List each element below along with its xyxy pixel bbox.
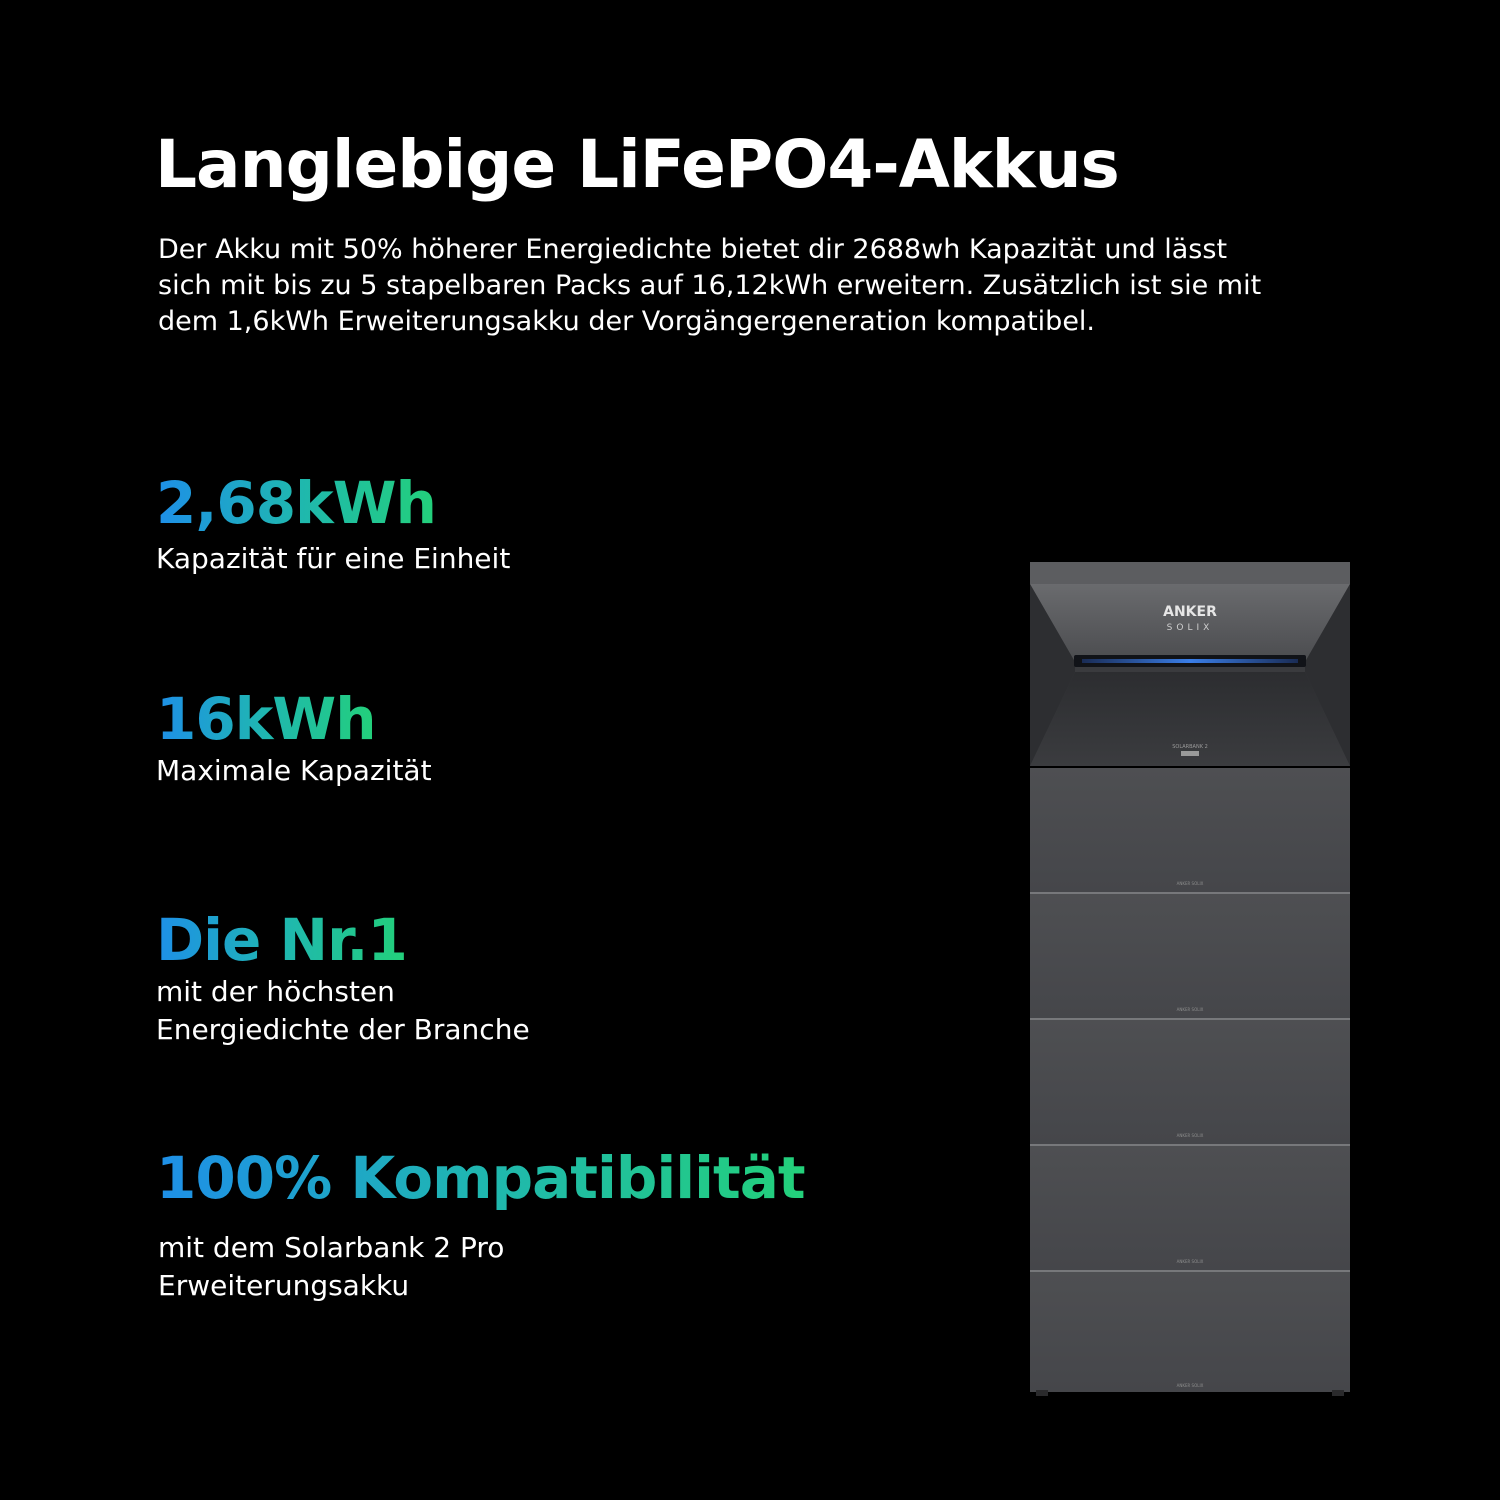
battery-tower-image (1030, 562, 1350, 1396)
battery-module (1030, 1272, 1350, 1392)
intro-paragraph (158, 232, 1358, 340)
stat-description-line: Energiedichte der Branche (156, 1013, 530, 1046)
stat-description (156, 540, 510, 578)
battery-tower-illustration (1030, 562, 1350, 1396)
brand-logo: ANKER (1163, 604, 1217, 620)
battery-module (1030, 894, 1350, 1018)
sub-brand-logo: SOLIX (1166, 623, 1214, 633)
stat-max-capacity (156, 686, 432, 790)
model-label: SOLARBANK 2 (1172, 744, 1208, 750)
stat-capacity-unit (156, 470, 510, 578)
battery-module (1030, 768, 1350, 892)
tower-top-cap (1030, 562, 1350, 584)
battery-module (1030, 1020, 1350, 1144)
stat-value: 16kWh (156, 685, 376, 753)
stat-value: 2,68kWh (156, 469, 436, 537)
module-label: ANKER SOLIX (1176, 881, 1204, 886)
battery-modules (1030, 768, 1350, 1392)
model-badge (1181, 751, 1199, 756)
stat-compatibility (156, 1145, 805, 1305)
stat-description-line: Kapazität für eine Einheit (156, 542, 511, 575)
module-label: ANKER SOLIX (1176, 1133, 1204, 1138)
tower-foot (1332, 1390, 1344, 1396)
stat-number-one (156, 907, 530, 1049)
module-label: ANKER SOLIX (1176, 1007, 1204, 1012)
intro-line: Der Akku mit 50% höherer Energiedichte bietet dir 2688wh Kapazität und lässt (158, 234, 1228, 265)
stat-description (156, 1229, 805, 1305)
intro-line: dem 1,6kWh Erweiterungsakku der Vorgängergeneration kompatibel. (158, 306, 1096, 337)
stat-value: 100% Kompatibilität (156, 1144, 805, 1212)
intro-line: sich mit bis zu 5 stapelbaren Packs auf 16,12kWh erweitern. Zusätzlich ist sie mit (158, 270, 1262, 301)
stat-description-line: Erweiterungsakku (158, 1269, 410, 1302)
stat-value: Die Nr.1 (156, 906, 407, 974)
battery-module (1030, 1146, 1350, 1270)
stat-description (156, 973, 530, 1049)
display-strip (1082, 659, 1298, 663)
module-label: ANKER SOLIX (1176, 1259, 1204, 1264)
stat-description-line: mit der höchsten (156, 975, 395, 1008)
stat-description (156, 752, 432, 790)
module-label: ANKER SOLIX (1176, 1383, 1204, 1388)
page-title: Langlebige LiFePO4-Akkus (155, 126, 1119, 203)
stat-description-line: Maximale Kapazität (156, 754, 432, 787)
stat-description-line: mit dem Solarbank 2 Pro (158, 1231, 505, 1264)
tower-foot (1036, 1390, 1048, 1396)
